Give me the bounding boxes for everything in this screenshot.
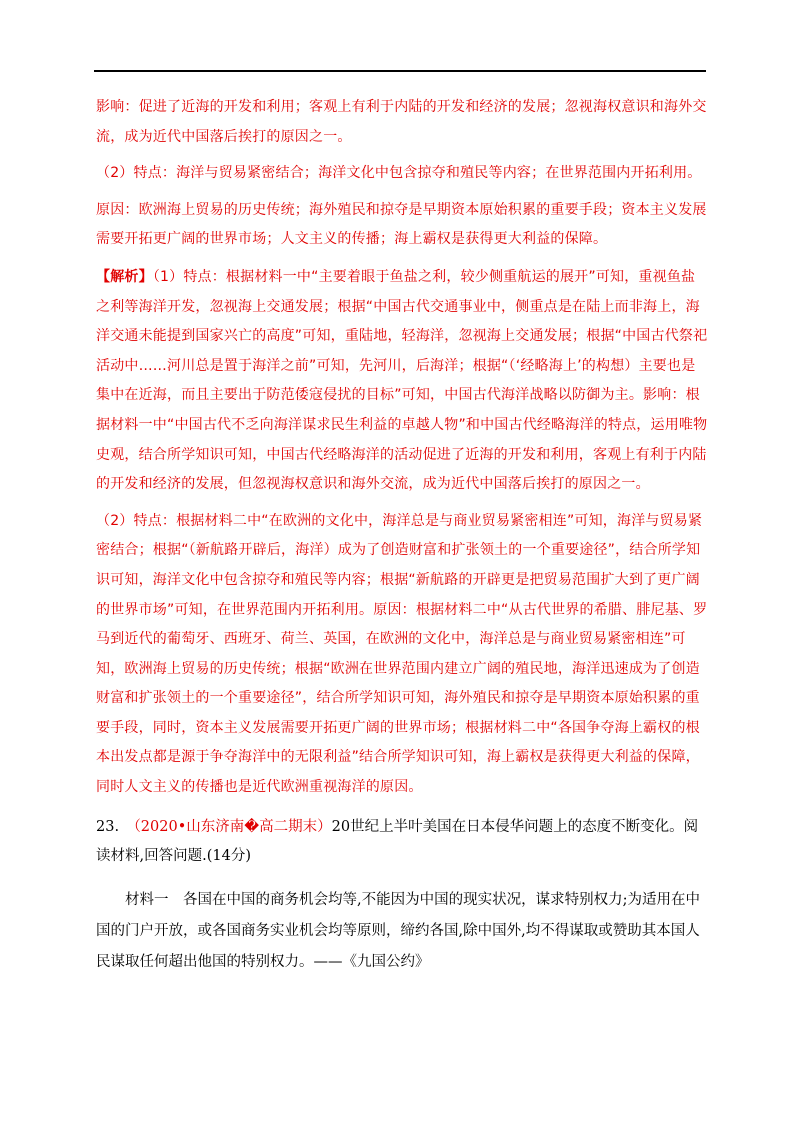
answer-part2-reasons: 原因：欧洲海上贸易的历史传统；海外殖民和掠夺是早期资本原始积累的重要手段；资本主义发展需要开拓更广阔的世界市场；人文主义的传播；海上霸权是获得更大利益的保障。 bbox=[96, 201, 707, 248]
document-body bbox=[96, 93, 708, 978]
question-source: （2020•山东济南�高二期末） bbox=[133, 818, 332, 835]
question-23 bbox=[96, 813, 708, 871]
analysis-part1 bbox=[96, 263, 708, 500]
answer-part2-features: （2）特点：海洋与贸易紧密结合；海洋文化中包含掠夺和殖民等内容；在世界范围内开拓利用。 bbox=[96, 165, 702, 182]
analysis-part1-text: （1）特点：根据材料一中“主要着眼于鱼盐之利，较少侧重航运的展开”可知，重视鱼盐之利等海洋开发，忽视海上交通发展；根据“中国古代交通事业中，侧重点是在陆上而非海上，海洋交通未能提到国家兴亡的高度”可知，重陆地，轻海洋，忽视海上交通发展；根据“中国古代祭祀活动中……河川总是置于海洋之前”可知，先河川，后海洋；根据“（‘经略海上’的构想）主要也是集中在近海，而且主要出于防范倭寇侵扰的目标”可知，中国古代海洋战略以防御为主。影响：根据材料一中“中国古代不乏向海洋谋求民生利益的卓越人物”和中国古代经略海洋的特点，运用唯物史观，结合所学知识可知，中国古代经略海洋的活动促进了近海的开发和利用，客观上有利于内陆的开发和经济的发展，但忽视海权意识和海外交流，成为近代中国落后挨打的原因之一。 bbox=[96, 268, 708, 493]
question-text: 20世纪上半叶美国在日本侵华问题上的态度不断变化。阅读材料,回答问题.(14分) bbox=[96, 818, 699, 864]
analysis-part2: （2）特点：根据材料二中“在欧洲的文化中，海洋总是与商业贸易紧密相连”可知，海洋与贸易紧密结合；根据“（新航路开辟后，海洋）成为了创造财富和扩张领土的一个重要途径”，结合所学知识可知，海洋文化中包含掠夺和殖民等内容；根据“新航路的开辟更是把贸易范围扩大到了更广阔的世界市场”可知，在世界范围内开拓利用。原因：根据材料二中“从古代世界的希腊、腓尼基、罗马到近代的葡萄牙、西班牙、荷兰、英国，在欧洲的文化中，海洋总是与商业贸易紧密相连”可知，欧洲海上贸易的历史传统；根据“欧洲在世界范围内建立广阔的殖民地，海洋迅速成为了创造财富和扩张领土的一个重要途径”，结合所学知识可知，海外殖民和掠夺是早期资本原始积累的重要手段，同时，资本主义发展需要开拓更广阔的世界市场；根据材料二中“各国争夺海上霸权的根本出发点都是源于争夺海洋中的无限利益”结合所学知识可知，海上霸权是获得更大利益的保障，同时人文主义的传播也是近代欧洲重视海洋的原因。 bbox=[96, 512, 708, 796]
question-number: 23. bbox=[96, 818, 120, 835]
material-1: 材料一 各国在中国的商务机会均等,不能因为中国的现实状况，谋求特别权力;为适用在中国的门户开放，或各国商务实业机会均等原则，缔约各国,除中国外,均不得谋取或赞助其本国人民谋取任何超出他国的特别权力。——《九国公约》 bbox=[96, 892, 700, 971]
analysis-tag: 【解析】 bbox=[96, 268, 153, 285]
header-rule bbox=[94, 70, 706, 72]
answer-impact: 影响：促进了近海的开发和利用；客观上有利于内陆的开发和经济的发展；忽视海权意识和海外交流，成为近代中国落后挨打的原因之一。 bbox=[96, 99, 707, 145]
